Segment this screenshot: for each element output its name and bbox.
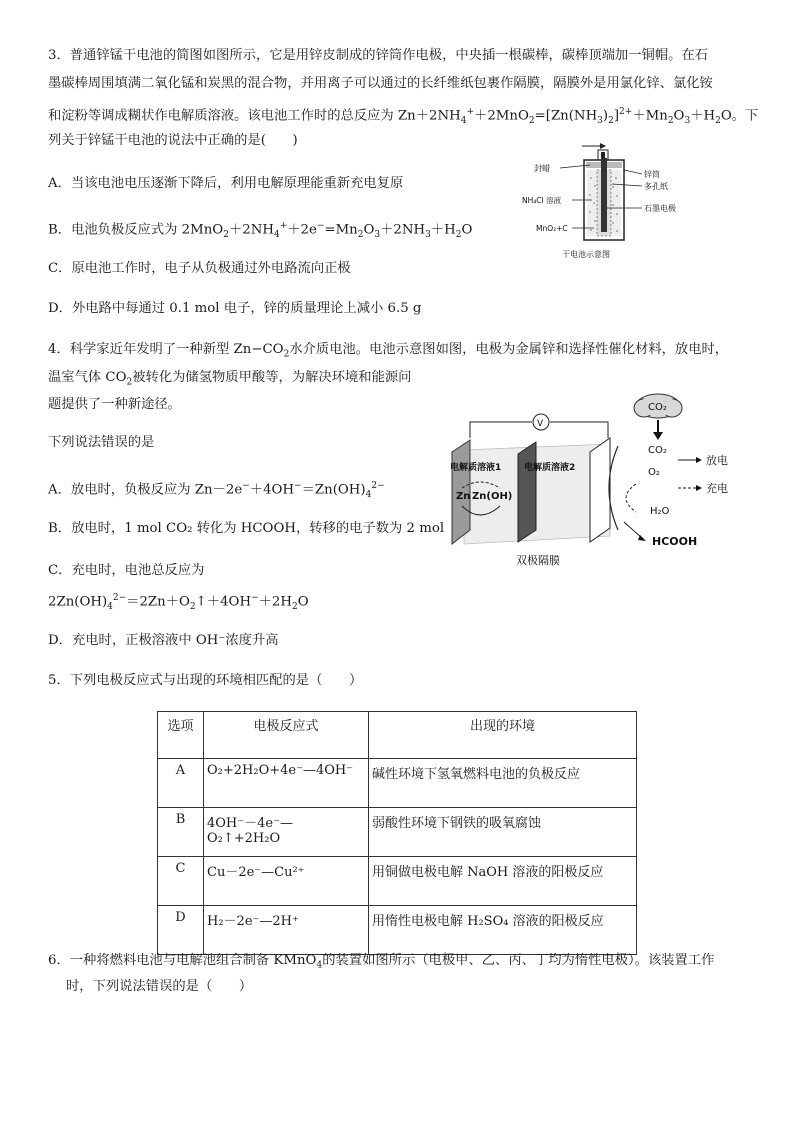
q3-l3f: ＋Mn: [632, 108, 668, 124]
label-sol1: 电解质溶液1: [450, 463, 502, 473]
q3-b-mid2: ＋2e: [287, 222, 317, 238]
row-c-option: C: [158, 857, 204, 906]
table-header-row: [158, 712, 637, 759]
q3-line-4: 列关于锌锰干电池的说法中正确的是( ): [48, 133, 298, 148]
q4-option-a: A．放电时，负极反应为 $Zn-2e^-+4OH^-=Zn(OH)_4^{2-}$: [48, 481, 385, 501]
q3-l3b: ＋2MnO: [474, 108, 529, 124]
row-d-equation: H₂－2e⁻—2H⁺: [204, 906, 369, 955]
q4-line-2: 温室气体 $CO_2$被转化为储氢物质甲酸等，为解决环境和能源问: [48, 370, 412, 388]
label-charge: 充电: [706, 482, 728, 495]
meter-label: V: [537, 419, 544, 429]
label-nh4cl: NH₄Cl 溶液: [522, 196, 561, 205]
q4-a-mid2: ＝Zn(OH): [301, 482, 366, 498]
q4-l1b: 水介质电池。电池示意图如图，电极为金属锌和选择性催化材料，放电时，: [289, 342, 729, 357]
q3-b-end: O: [461, 222, 473, 238]
q3-option-d: D．外电路中每通过 0.1 mol 电子，锌的质量理论上减小 6.5 g: [48, 301, 422, 316]
q4-l1: 4．科学家近年发明了一种新型 Zn−CO: [48, 342, 284, 357]
q3-b-mid5: ＋2NH: [380, 222, 426, 238]
zn-co2-cell-diagram: [440, 388, 740, 568]
label-h2o: H₂O: [650, 506, 670, 517]
label-co2-cloud: CO₂: [648, 402, 667, 413]
q3-option-c: C．原电池工作时，电子从负极通过外电路流向正极: [48, 261, 351, 276]
q3-line-3-text: 和淀粉等调成糊状作电解质溶液。该电池工作时的总反应为 Zn＋2NH: [48, 108, 461, 124]
row-d-option: D: [158, 906, 204, 955]
q4-line-1: 4．科学家近年发明了一种新型 $Zn-CO_2$水介质电池。电池示意图如图，电极为金属锌和选择性催化材料，放电时，: [48, 342, 729, 360]
label-sol2: 电解质溶液2: [524, 463, 576, 473]
table-row: [158, 906, 637, 955]
table-row: [158, 857, 637, 906]
q4-c-eq-b: ＝2Zn＋O: [126, 594, 190, 610]
dry-cell-diagram: [520, 140, 700, 265]
label-hcooh: HCOOH: [652, 535, 698, 548]
header-option: 选项: [158, 712, 204, 759]
q5-options-table: [157, 711, 637, 955]
q4-ask: 下列说法错误的是: [48, 435, 155, 450]
label-co2: CO₂: [648, 445, 667, 456]
q5-stem: 5．下列电极反应式与出现的环境相匹配的是（ ）: [48, 673, 363, 688]
label-znoh: Zn(OH): [472, 491, 513, 502]
q4-line-3: 题提供了一种新途径。: [48, 397, 181, 412]
q3-b-pre: B．电池负极反应式为 2MnO: [48, 222, 224, 238]
q3-l3i: O。下: [720, 108, 759, 124]
label-o2: O₂: [648, 467, 660, 478]
q3-l3d: ): [602, 108, 609, 124]
row-b-equation: 4OH⁻－4e⁻—O₂↑+2H₂O: [204, 808, 369, 857]
q3-l3g: O: [673, 108, 685, 124]
label-graphite: 石墨电极: [644, 204, 676, 213]
q3-option-b: B．电池负极反应式为 $2MnO_2+2NH_4^++2e^-=Mn_2O_3+2NH_3+H_2O$: [48, 221, 473, 241]
label-caption: 干电池示意图: [562, 250, 610, 259]
table-row: [158, 759, 637, 808]
row-c-equation: Cu－2e⁻—Cu²⁺: [204, 857, 369, 906]
row-b-environment: 弱酸性环境下钢铁的吸氧腐蚀: [369, 808, 637, 857]
q3-b-mid3: =Mn: [324, 222, 358, 238]
row-b-option: B: [158, 808, 204, 857]
q3-l3e: ]: [613, 108, 620, 124]
q3-b-mid: ＋2NH: [228, 222, 274, 238]
q3-l3h: ＋H: [690, 108, 716, 124]
q4-c-eq-a: 2Zn(OH): [48, 594, 108, 610]
header-environment: 出现的环境: [369, 712, 637, 759]
q4-c-eq-c: ↑＋4OH: [195, 594, 252, 610]
q3-l3c: =[Zn(NH: [534, 108, 598, 124]
q4-a-pre: A．放电时，负极反应为 Zn－2e: [48, 482, 243, 498]
q4-option-c-equation: $2Zn(OH)_4^{2-}=2Zn+O_2↑+4OH^-+2H_2O$: [48, 593, 309, 613]
label-zinc: 锌筒: [644, 170, 660, 179]
q6-line-1: 6．一种将燃料电池与电解池组合制备 KMnO$_4$的装置如图所示（电极甲、乙、丙、丁均为惰性电极）。该装置工作: [48, 953, 715, 971]
q3-option-a: A．当该电池电压逐渐下降后，利用电解原理能重新充电复原: [48, 176, 404, 191]
q6-l1b: 的装置如图所示（电极甲、乙、丙、丁均为惰性电极）。该装置工作: [322, 953, 715, 968]
row-d-environment: 用惰性电极电解 H₂SO₄ 溶液的阳极反应: [369, 906, 637, 955]
q4-l2a: 温室气体 CO: [48, 370, 127, 385]
label-zn: Zn: [456, 491, 471, 502]
label-seal: 封蜡: [534, 164, 550, 173]
q3-line-3: 和淀粉等调成糊状作电解质溶液。该电池工作时的总反应为 $Zn+2NH_4^++2MnO_2=[Zn(NH_3)_2]^{2+}+Mn_2O_3+H_2O$。下: [48, 107, 759, 127]
q3-line-2: 墨碳棒周围填满二氧化锰和炭黑的混合物，并用离子可以通过的长纤维纸包裹作隔膜，隔膜外是用氯化锌、氯化铵: [48, 76, 713, 91]
q4-l2b: 被转化为储氢物质甲酸等，为解决环境和能源问: [132, 370, 412, 385]
label-discharge: 放电: [706, 454, 728, 467]
q3-b-mid4: O: [363, 222, 375, 238]
label-membrane: 双极隔膜: [516, 554, 560, 567]
row-a-option: A: [158, 759, 204, 808]
table-row: [158, 808, 637, 857]
row-c-environment: 用铜做电极电解 NaOH 溶液的阳极反应: [369, 857, 637, 906]
q4-option-d: D．充电时，正极溶液中 OH⁻浓度升高: [48, 633, 279, 648]
q6-line-2: 时，下列说法错误的是（ ）: [66, 979, 253, 994]
q4-option-b: B．放电时，1 mol CO₂ 转化为 HCOOH，转移的电子数为 2 mol: [48, 521, 445, 536]
row-a-equation: O₂+2H₂O+4e⁻—4OH⁻: [204, 759, 369, 808]
q4-c-eq-d: ＋2H: [258, 594, 292, 610]
q6-l1: 6．一种将燃料电池与电解池组合制备 KMnO: [48, 953, 317, 968]
row-a-environment: 碱性环境下氢氧燃料电池的负极反应: [369, 759, 637, 808]
q4-option-c: C．充电时，电池总反应为: [48, 563, 205, 578]
label-paper: 多孔纸: [644, 182, 668, 191]
q3-b-mid6: ＋H: [430, 222, 456, 238]
q4-c-eq-e: O: [297, 594, 309, 610]
header-equation: 电极反应式: [204, 712, 369, 759]
label-mno2: MnO₂+C: [536, 224, 568, 233]
q3-line-1: 3．普通锌锰干电池的简图如图所示，它是用锌皮制成的锌筒作电极，中央插一根碳棒，碳棒顶端加一铜帽。在石: [48, 48, 709, 63]
q4-a-mid: ＋4OH: [249, 482, 295, 498]
